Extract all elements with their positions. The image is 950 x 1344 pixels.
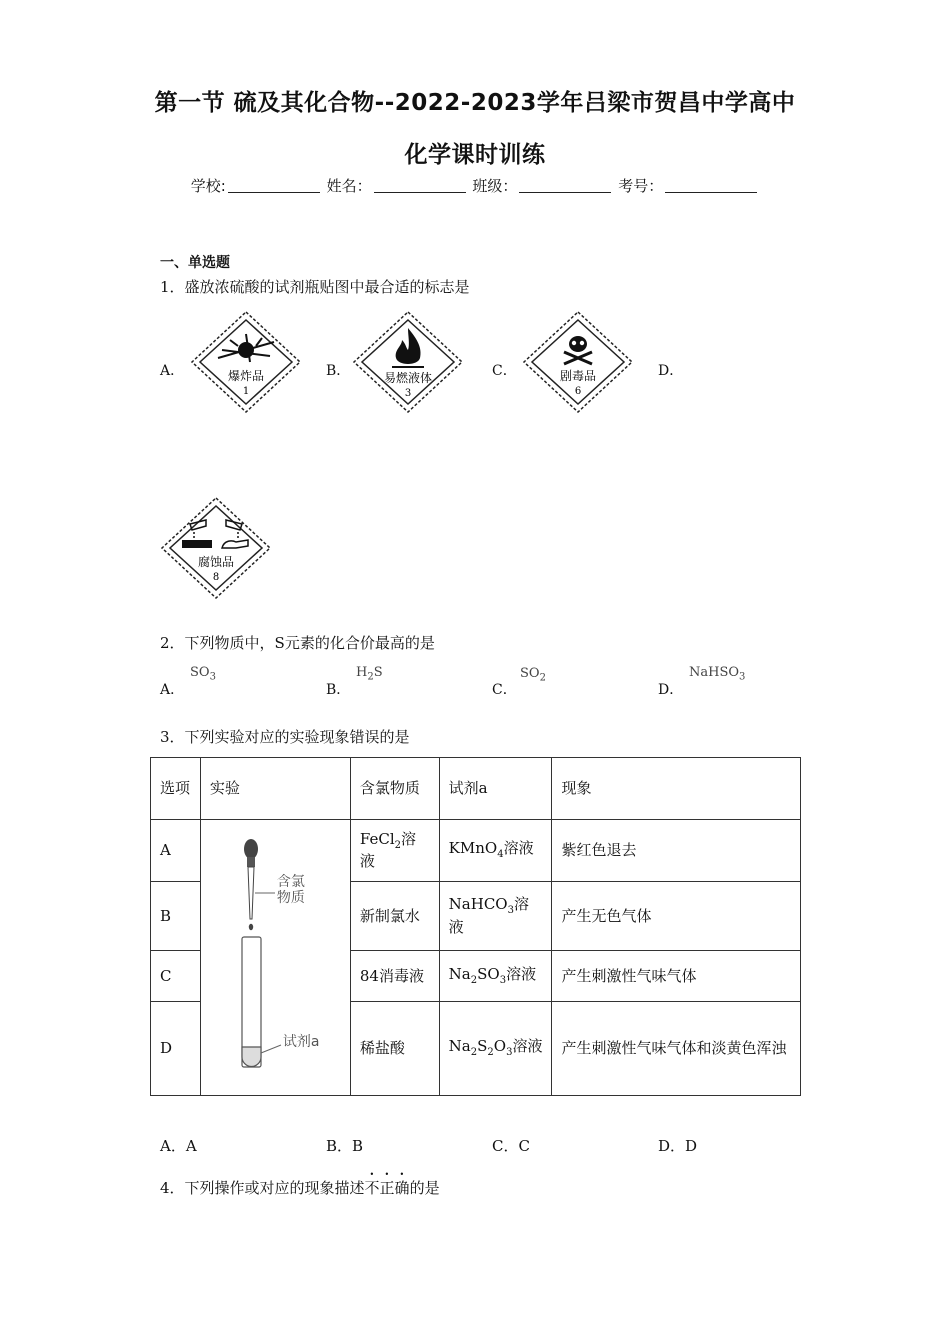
name-blank[interactable] <box>374 179 466 193</box>
class-label: 班级： <box>472 177 518 195</box>
q3-answer-a[interactable]: A．A <box>160 1137 197 1155</box>
q3-answer-b[interactable]: B．B <box>326 1137 364 1155</box>
q2-option-d-formula: NaHSO$_3$ <box>689 665 746 683</box>
emphasis-not-correct: 不正确 <box>364 1179 410 1197</box>
row-reagent: $Na_2SO_3$溶液 <box>439 951 552 1002</box>
tube-label: 试剂a <box>282 1034 320 1050</box>
row-reagent: KMnO$_4$溶液 <box>439 820 552 882</box>
q3-answer-c[interactable]: C．C <box>492 1137 530 1155</box>
header-phenomenon: 现象 <box>552 758 801 820</box>
dropper-test-tube-icon <box>201 821 350 1095</box>
flammable-sign-icon <box>352 310 464 414</box>
section-title: 一、单选题 <box>160 255 230 271</box>
row-phenomenon: 紫红色退去 <box>552 820 801 882</box>
page-title-line2: 化学课时训练 <box>404 142 546 168</box>
header-reagent: 试剂a <box>439 758 552 820</box>
corrosive-sign-num: 8 <box>212 572 220 583</box>
explosive-sign-icon <box>190 310 302 414</box>
row-phenomenon: 产生刺激性气味气体 <box>552 951 801 1002</box>
q2-option-b-letter[interactable]: B． <box>326 682 351 698</box>
number-blank[interactable] <box>665 179 757 193</box>
q2-option-a-letter[interactable]: A． <box>160 682 185 698</box>
q1-option-c-letter[interactable]: C． <box>492 363 517 379</box>
q1-option-d-letter[interactable]: D． <box>658 363 684 379</box>
toxic-sign-icon <box>522 310 634 414</box>
q2-option-c-formula: $SO_2$ <box>520 666 546 684</box>
row-substance: 新制氯水 <box>350 882 439 951</box>
q2-option-d-letter[interactable]: D． <box>658 682 684 698</box>
school-blank[interactable] <box>228 179 320 193</box>
table-header-row <box>151 758 801 820</box>
header-experiment: 实验 <box>200 758 350 820</box>
row-option: C <box>151 951 201 1002</box>
question-1-stem: 1．盛放浓硫酸的试剂瓶贴图中最合适的标志是 <box>160 278 470 296</box>
q2-option-b-formula: $H_2S$ <box>356 665 383 683</box>
header-option: 选项 <box>151 758 201 820</box>
class-blank[interactable] <box>519 179 611 193</box>
name-label: 姓名： <box>326 177 372 195</box>
page-title: 第一节 硫及其化合物--2022-2023学年吕梁市贺昌中学高中 <box>154 90 796 116</box>
q1-option-a-letter[interactable]: A． <box>160 363 185 379</box>
row-phenomenon: 产生无色气体 <box>552 882 801 951</box>
q1-option-b-letter[interactable]: B． <box>326 363 351 379</box>
table-row <box>151 820 801 882</box>
row-substance: FeCl$_2$溶液 <box>350 820 439 882</box>
flammable-sign-num: 3 <box>404 388 412 399</box>
flammable-sign-text: 易燃液体 <box>383 371 433 385</box>
row-reagent: NaHCO$_3$溶液 <box>439 882 552 951</box>
student-info-line <box>0 175 950 196</box>
q3-answer-d[interactable]: D．D <box>658 1137 698 1155</box>
toxic-sign-num: 6 <box>574 386 582 397</box>
explosive-sign-num: 1 <box>242 386 250 397</box>
dropper-label: 含氯 物质 <box>276 874 305 907</box>
row-option: D <box>151 1002 201 1096</box>
question-4-stem: 4．下列操作或对应的现象描述不正确的是 <box>160 1179 440 1197</box>
row-option: A <box>151 820 201 882</box>
number-label: 考号： <box>618 177 664 195</box>
q2-option-a-formula: $SO_3$ <box>190 665 216 683</box>
row-phenomenon: 产生刺激性气味气体和淡黄色浑浊 <box>552 1002 801 1096</box>
corrosive-sign-text: 腐蚀品 <box>197 555 235 569</box>
experiment-table <box>150 757 801 1096</box>
q2-option-c-letter[interactable]: C． <box>492 682 517 698</box>
school-label: 学校: <box>190 177 226 195</box>
question-2-stem: 2．下列物质中，S元素的化合价最高的是 <box>160 634 435 652</box>
question-3-stem: 3．下列实验对应的实验现象错误的是 <box>160 728 410 746</box>
header-chlorine-substance: 含氯物质 <box>350 758 439 820</box>
corrosive-sign-icon <box>160 496 272 600</box>
row-option: B <box>151 882 201 951</box>
toxic-sign-text: 剧毒品 <box>559 369 597 383</box>
experiment-figure-cell <box>200 820 350 1096</box>
row-reagent: $Na_2S_2O_3$溶液 <box>439 1002 552 1096</box>
explosive-sign-text: 爆炸品 <box>227 369 265 383</box>
row-substance: 稀盐酸 <box>350 1002 439 1096</box>
row-substance: 84消毒液 <box>350 951 439 1002</box>
